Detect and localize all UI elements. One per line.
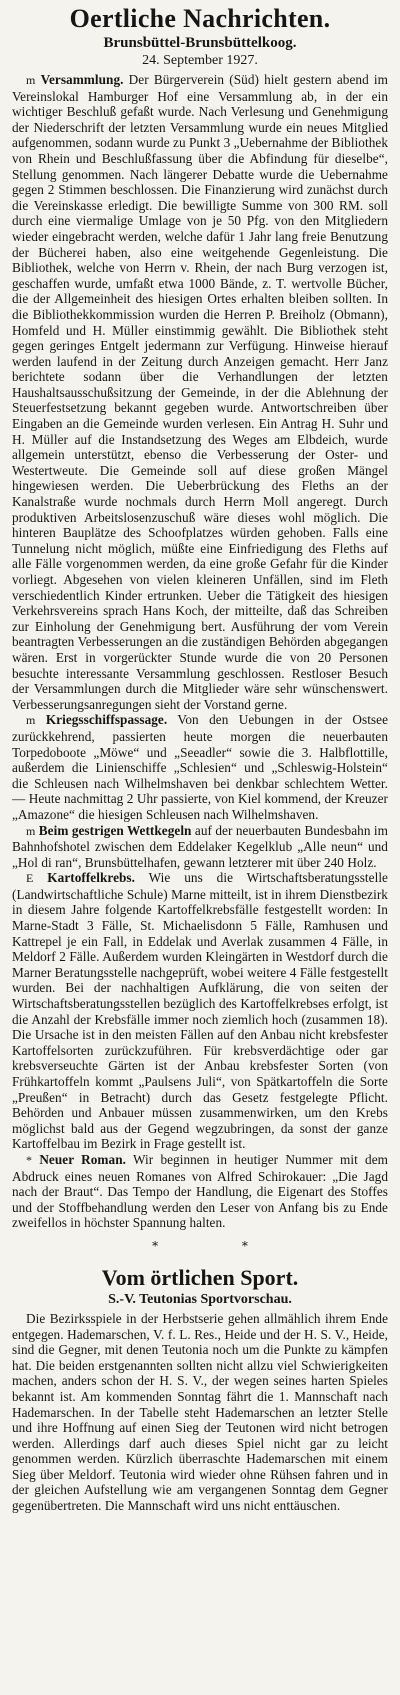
news-item-neuer-roman — [12, 1152, 388, 1231]
item-lead: Kriegsschiffspassage. — [45, 712, 168, 728]
masthead — [12, 4, 388, 70]
item-text: auf der neuerbauten Bundesbahn im Bahnhofshotel zwischen dem Eddelaker Kegelklub „Alle neun“ und „Hol di ran“, Brunsbüttelhafen, gewann letzterer mit über 240 Holz. — [12, 822, 388, 870]
item-marker: m — [26, 73, 36, 87]
sport-article-text: Die Bezirksspiele in der Herbstserie gehen allmählich ihrem Ende entgegen. Hademarschen, V. f. L. Res., Heide und der H. S. V., Heide, sind die Gegner, mit denen Teutonia noch um die Punkte zu kämpfen hat. Die beiden erstgenannten sollten nicht allzu viel Schwierigkeiten machen, anders schon der H. S. V., der wegen seines harten Spieles bekannt ist. Am kommenden Sonntag fährt die 1. Mannschaft nach Hademarschen. In der Tabelle steht Hademarschen an letzter Stelle und ihre Hoffnung auf einen Sieg der Teutonen wird nicht betrogen werden. Allerdings darf auch dieses Spiel nicht gar zu leicht genommen werden. Kürzlich überraschte Hademarschen mit einem Sieg über Meldorf. Teutonia wird wieder ohne Rühsen fahren und in der gleichen Aufstellung wie am vergangenen Sonntag dem Gegner gegenübertreten. Die Mannschaft wird uns nicht enttäuschen. — [12, 1310, 388, 1514]
item-lead: Beim gestrigen Wettkegeln — [38, 822, 192, 838]
dateline: 24. September 1927. — [142, 53, 258, 68]
news-item-wettkegeln — [12, 823, 388, 871]
item-lead: Neuer Roman. — [39, 1151, 126, 1167]
asterism-separator: * * — [152, 1238, 288, 1253]
item-marker: * — [26, 1152, 33, 1167]
news-item-versammlung — [12, 72, 388, 712]
sport-column — [12, 1311, 388, 1514]
sport-subheading: S.-V. Teutonias Sportvorschau. — [108, 1291, 292, 1307]
news-item-kriegsschiffspassage — [12, 712, 388, 822]
item-text: Wir beginnen in heutiger Nummer mit dem Abdruck eines neuen Romanes von Alfred Schirokauer: „Die Jagd nach der Braut“. Das Tempo der Handlung, die Eigenart des Stoffes und der Stoffbehandlung werden den Leser von Anfang bis zu Ende zweifellos in höchster Spannung halten. — [12, 1151, 388, 1231]
item-lead: Versammlung. — [40, 72, 124, 87]
news-item-kartoffelkrebs — [12, 870, 388, 1152]
item-marker: E — [26, 871, 34, 886]
item-lead: Kartoffelkrebs. — [47, 870, 135, 886]
news-column — [12, 72, 388, 1231]
item-marker: m — [26, 823, 36, 838]
sport-headline: Vom örtlichen Sport. — [101, 1264, 299, 1290]
item-text: Der Bürgerverein (Süd) hielt gestern abend im Vereinslokal Hamburger Hof eine Versammlung ab, in der ein wichtiger Beschluß gefaßt wurde. Nach Verlesung und Genehmigung der Niederschrift der letzten Versammlung wurde ein neues Mitglied aufgenommen, sodann wurde zu Punkt 3 „Uebernahme der Bibliothek von Rhein und Beschlußfassung über die Abfindung für dieselbe“, Stellung genommen. Nach längerer Debatte wurde die Uebernahme gegen 2 Stimmen beschlossen. Die Finanzierung wird zunächst durch die Vereinskasse erledigt. Die bewilligte Summe von 300 RM. soll durch eine viermalige Umlage von je 50 Pfg. von den Mitgliedern wieder eingebracht werden, welche dafür 1 Jahr lang freie Benutzung der Bücherei haben, also eine weitgehende Gegenleistung. Die Bibliothek, welche von Herrn v. Rhein, der nach Burg verzogen ist, geschaffen wurde, umfaßt etwa 1000 Bände, z. T. wertvolle Bücher, die der Allgemeinheit des hiesigen Ortes erhalten bleiben sollten. In die Bibliothekkommission wurden die Herren P. Breiholz (Obmann), Homfeld und H. Müller einstimmig gewählt. Die Bibliothek steht gegen geringes Entgelt jedermann zur Verfügung. Hinweise hierauf werden laufend in der Zeitung durch Anzeigen gemacht. Herr Janz berichtete sodann über die Verhandlungen der letzten Haushaltsausschußsitzung der Gemeinde, in der die Ablehnung der Steuerfestsetzung bekannt gegeben wurde. Antwortschreiben über Eingaben an die Gemeinde wurden verlesen. Ein Antrag H. Suhr und H. Müller auf die Instandsetzung des Weges am Elbdeich, wurde allgemein unterstützt, ebenso die Verbesserung der Oster- und Westertweute. Die Gemeinde soll auf diese großen Mängel hingewiesen werden. Die Ueberbrückung des Fleths an der Kanalstraße wurde nochmals durch Herrn Moll angeregt. Durch produktiven Arbeitslosenzuschuß wäre dieses wohl möglich. Die hinteren Bauplätze des Schoofplatzes würden gehoben. Falls eine Tunnelung nicht möglich, müßte eine Einfriedigung des Fleths auf alle Fälle vorgenommen werden, da eine große Gefahr für die Kinder vorliegt. Abgesehen von vielen kleineren Unfällen, sind im Fleth verschiedentlich Kinder ertrunken. Ueber die Tätigkeit des hiesigen Verkehrsvereins sprach Hans Koch, der mitteilte, daß das Schreiben zur Einholung der Genehmigung bert. Ausführung der vom Verein beantragten Verbesserungen an die zuständigen Behörden abgegangen wären. Erst in vorgerückter Stunde wurde die von 20 Personen besuchte interessante Versammlung geschlossen. Restloser Besuch der Versammlungen durch die Mitglieder wäre sehr wünschenswert. Verbesserungsanregungen sieht der Vorstand gerne. — [12, 72, 388, 712]
item-text: Von den Uebungen in der Ostsee zurückkehrend, passierten heute morgen die neuerbauten Torpedoboote „Möwe“ und „Seeadler“ sowie die 3. Halbflottille, außerdem die Linienschiffe „Schlesien“ und „Schleswig-Holstein“ die Schleusen nach Wilhelmshaven bei denkbar schlechtem Wetter. — Heute nachmittag 2 Uhr passierte, von Kiel kommend, der Kreuzer „Amazone“ die hiesigen Schleusen nach Wilhelmshaven. — [12, 712, 388, 822]
section-headline: Oertliche Nachrichten. — [69, 4, 331, 33]
item-marker: m — [26, 713, 36, 728]
item-text: Wie uns die Wirtschaftsberatungsstelle (Landwirtschaftliche Schule) Marne mitteilt, ist in ihrem Dienstbezirk in diesem Jahre folgende Kartoffelkrebsfälle festgestellt worden: In Marne-Stadt 3 Fälle, St. Michaelisdonn 5 Fälle, Ramhusen und Kattrepel je ein Fall, in Eddelak und Averlak zusammen 4 Fälle, in Meldorf 2 Fälle. Außerdem wurden Kleingärten in Westdorf durch die Marner Beratungsstelle nachgeprüft, wobei weitere 4 Fälle festgestellt wurden. Bei der nachhaltigen Aufklärung, die von seiten der Wirtschaftsberatungsstellen bezüglich des Kartoffelkrebses erfolgt, ist die Anzahl der Krebsfälle immer noch ziemlich hoch (zusammen 18). Die Ursache ist in den meisten Fällen auf den Anbau nicht krebsfester Kartoffelsorten zurückzuführen. Für krebsverdächtige oder gar krebsverseuchte Gärten ist der Anbau krebsfester Sorten (von Frühkartoffeln kommt „Paulsens Juli“, von Spätkartoffeln die Sorte „Preußen“ in Betracht) durch das Gesetz festgelegte Pflicht. Behörden und Anbauer müssen zusammenwirken, um den Krebs möglichst bald aus der Gegend wegzubringen, da sonst der ganze Kartoffelbau im Bezirk in Frage gestellt ist. — [12, 870, 388, 1152]
locality-subheading: Brunsbüttel-Brunsbüttelkoog. — [103, 35, 297, 51]
